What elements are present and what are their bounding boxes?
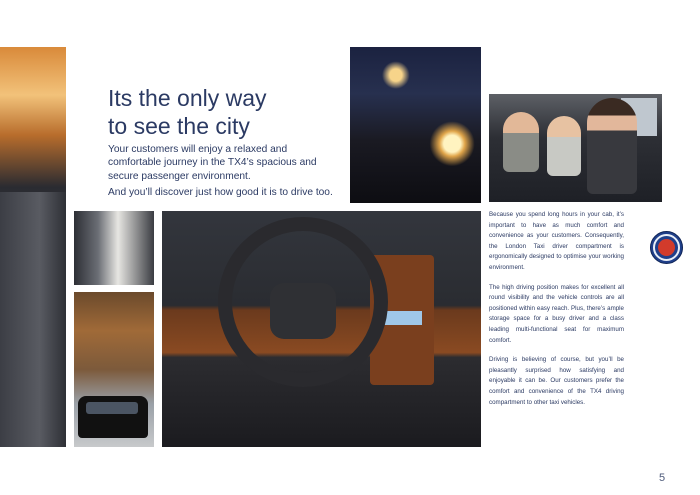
taxi-silhouette bbox=[78, 396, 148, 438]
child-figure bbox=[547, 116, 581, 176]
child-figure bbox=[503, 112, 539, 172]
body-paragraph: The high driving position makes for excellent all round visibility and the vehicle controls are all positioned within easy reach. Plus, there’s ample storage space for a busy driver and a class leading multi-functional seat for maximum comfort. bbox=[489, 283, 624, 344]
subtext-paragraph: And you’ll discover just how good it is to drive too. bbox=[108, 187, 333, 198]
photo-cab-pillar bbox=[0, 192, 66, 447]
adult-figure bbox=[587, 98, 637, 194]
page-headline bbox=[108, 84, 338, 140]
headline-line-2: to see the city bbox=[108, 113, 250, 139]
body-paragraph: Driving is believing of course, but you’ll be pleasantly surprised how satisfying and enjoyable it can be. Our customers prefer the comfort and convenience of the TX4 driving compartment to other taxi vehicles. bbox=[489, 356, 624, 406]
steering-hub bbox=[270, 283, 336, 339]
company-logo bbox=[650, 231, 683, 264]
photo-dashboard bbox=[162, 211, 481, 447]
photo-cab-door bbox=[74, 211, 154, 285]
headline-line-1: Its the only way bbox=[108, 85, 267, 111]
intro-paragraph: Your customers will enjoy a relaxed and comfortable journey in the TX4’s spacious and secure passenger environment. bbox=[108, 144, 317, 182]
photo-city-lights bbox=[0, 47, 66, 447]
logo-ring bbox=[653, 234, 680, 261]
page-number: 5 bbox=[659, 472, 666, 484]
photo-taxi-night bbox=[350, 47, 481, 203]
body-column bbox=[489, 210, 624, 417]
photo-taxi-street bbox=[74, 292, 154, 447]
body-paragraph: Because you spend long hours in your cab, it’s important to have as much comfort and convenience as your customers. Consequently, the London Taxi driver compartment is ergonomically designed to optimise your working environment. bbox=[489, 211, 624, 271]
photo-passengers bbox=[489, 94, 662, 202]
